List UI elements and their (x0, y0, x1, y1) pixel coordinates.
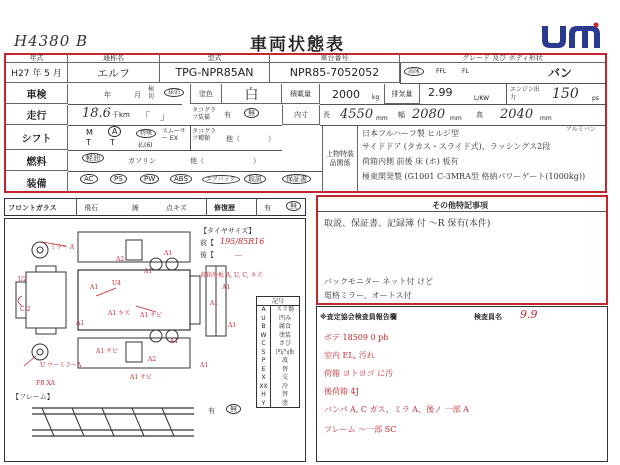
diag-note-13: A1 (210, 300, 219, 307)
height-value: 2040 (500, 107, 534, 122)
repair-label: 修復歴 (214, 204, 235, 212)
upper-items-label: 上物特装品関係 (322, 126, 358, 192)
diag-note-19: A1 (222, 284, 231, 291)
diag-note-4: A1 (164, 250, 173, 257)
legend-code: P (257, 357, 271, 366)
tire-rear-value: － (234, 252, 244, 262)
year-value: H27 年 5 月 (6, 63, 68, 83)
engine-unit: ps (592, 95, 599, 102)
inspector-value: 9.9 (520, 308, 538, 321)
width-value: 2080 (412, 107, 446, 122)
diag-note-6: U4 (112, 280, 121, 287)
upper-line-3: 荷箱内側 前後 床 (ホ) 板有 (362, 157, 459, 166)
diag-note-12: A1 (170, 338, 179, 345)
legend-code: E (257, 366, 271, 375)
diag-note-14: U2 (18, 276, 27, 283)
equip-manual: 取説 (244, 174, 266, 184)
legend-code: A (257, 306, 271, 315)
upper-line-2: サイドドア (タカス・スライド式)、ラッシングス2段 (362, 142, 551, 151)
mileage-label: 走行 (6, 105, 68, 125)
diag-note-9: A1 サビ (140, 312, 163, 319)
crack-label: 点キズ (166, 204, 187, 212)
legend-row (257, 374, 299, 383)
special-label: 特殊 (136, 128, 156, 138)
engine-label: エンジン出力 (510, 86, 540, 101)
equip-ac: AC (80, 174, 98, 184)
fuel-label: 燃料 (6, 151, 68, 171)
legend-row (257, 315, 299, 324)
legend-desc: 波 (281, 357, 288, 364)
legend-code: H (257, 391, 271, 400)
displacement-unit: L/KW (474, 95, 490, 102)
plate-value: 抹消 (164, 87, 184, 97)
model-header: 型式 (160, 54, 270, 63)
tacho-label: タコグラフ装備 (192, 107, 217, 121)
diag-note-10: A1 (76, 320, 85, 327)
diag-note-20: A1 (228, 322, 237, 329)
diag-note-21: A2 (148, 356, 157, 363)
inspection-year-unit: 年 (104, 91, 111, 99)
capacity-label: 積載量 (282, 84, 320, 104)
equip-ps: PS (110, 174, 127, 184)
other-notes-line-1: 取説、保証書、記録簿 付 ～R 保有(本件) (324, 219, 491, 229)
height-label: 高 (476, 111, 483, 119)
other-notes-line-3: 電格ミラー、オートス付 (324, 291, 412, 300)
frame-yes: 有 (208, 407, 215, 415)
inspector-title: ※査定協会検査員報告欄 (320, 313, 397, 321)
inspector-label: 検査員名 (474, 313, 502, 321)
height-unit: mm (540, 115, 552, 122)
grade-header: グレード 及び ボディ形状 (400, 54, 605, 63)
shift-m: M (86, 128, 93, 137)
legend-row (257, 357, 299, 366)
legend-desc: 腐食 (278, 323, 291, 330)
legend-desc: 凹み (278, 314, 291, 322)
plate-label: 検切 (148, 86, 155, 100)
other-notes-title: その他特記事項 (432, 201, 488, 210)
tacho-b: 無 (244, 108, 259, 118)
legend-code: W (257, 332, 271, 341)
legend-code: Y (257, 400, 271, 409)
equip-pw: PW (140, 174, 159, 184)
frame-label: 【フレーム】 (12, 393, 54, 401)
legend-title: 記号 (257, 297, 299, 306)
width-label: 幅 (398, 111, 405, 119)
tacho-a: 有 (224, 111, 231, 119)
equip-airbag: エアバック (202, 174, 240, 184)
inspector-line-6: フレーム ～一部 SC (324, 425, 397, 434)
legend-code: B (257, 323, 271, 332)
shift-a: A (108, 127, 121, 137)
color-label: 塗色 (190, 84, 222, 104)
length-value: 4550 (340, 107, 374, 122)
length-unit: mm (376, 115, 388, 122)
frame-no: 無 (226, 404, 241, 414)
fuel-diesel: 軽油 (82, 153, 104, 163)
capacity-unit: kg (372, 94, 380, 101)
tire-rear-label: 後【 (200, 251, 214, 259)
legend-desc: 凹凸曲 (275, 348, 294, 356)
legend-code: C (257, 340, 271, 349)
diag-note-17: A1 サビ (130, 374, 153, 381)
diag-note-7: A1 (90, 284, 99, 291)
diag-note-22: A1 (200, 362, 209, 369)
equip-warranty: 保証書 (282, 174, 311, 184)
stock-number: H4380 B (14, 32, 89, 50)
diag-note-16: FR XA (36, 380, 55, 387)
mileage-value: 18.6 (82, 106, 111, 121)
chassis-value: NPR85-7052052 (270, 63, 400, 83)
inspector-line-4: 後荷箱 4J (324, 387, 359, 396)
legend-code: X (257, 374, 271, 383)
equip-label: 装備 (6, 172, 68, 192)
legend-row (257, 340, 299, 349)
inspector-line-5: バンパ A, C ガス、ミラ A、後ノ 一部 A (324, 405, 469, 414)
body-type: バン (548, 66, 573, 80)
repair-yes: 有 (264, 204, 271, 212)
upper-line-4: 極東開発製 (G1001 C-3MRA型 格納パワーゲート(1000kg)) (362, 172, 586, 181)
inspection-month-unit: 月 (134, 91, 141, 99)
legend-code: S (257, 349, 271, 358)
upper-line-1: 日本フルハーフ製 ヒルジ型 (362, 129, 460, 138)
inner-label: 内寸 (282, 105, 320, 125)
inspector-box (316, 306, 608, 462)
model-value: TPG-NPR85AN (160, 63, 270, 83)
inspection-label: 車検 (6, 84, 68, 104)
special-sub: 払(6) (138, 142, 153, 149)
mileage-bracket: 「 」 (140, 112, 170, 123)
legend-code: U (257, 315, 271, 324)
tire-front-label: 前【 (200, 239, 214, 247)
legend-desc: 塗 (281, 399, 288, 407)
legend-row (257, 349, 299, 358)
legend-row (257, 366, 299, 375)
legend-desc: さび (278, 340, 291, 347)
year-header: 年式 (6, 54, 68, 63)
legend-desc: 塗装 (278, 331, 291, 339)
legend-desc: スリ傷 (275, 306, 294, 313)
color-value: 白 (222, 84, 282, 104)
side-note: アルミバン (566, 126, 596, 133)
option-c: FL (462, 68, 469, 75)
engine-value: 150 (552, 86, 579, 102)
inspector-line-2: 室内 EL, 汚れ (324, 351, 375, 360)
page-title: 車両状態表 (250, 35, 345, 55)
capacity-value: 2000 (332, 88, 360, 101)
diag-note-1: ミラー A (50, 244, 75, 251)
legend-row (257, 306, 299, 315)
diag-note-15: C-2 (20, 306, 31, 313)
repair-no: 無 (286, 201, 301, 211)
chassis-header: 車台番号 (270, 54, 400, 63)
displacement-value: 2.99 (428, 86, 453, 99)
legend-row (257, 400, 299, 409)
inspector-line-3: 荷箱 ヨトヨゴ に汚 (324, 369, 394, 378)
name-header: 通称名 (68, 54, 160, 63)
smooth-label: スムーサー EX (162, 128, 186, 142)
inspector-line-1: ボデ 18509 0 ph (324, 333, 389, 342)
legend-table (256, 296, 300, 408)
diag-note-5: A1 (144, 268, 153, 275)
equip-abs: ABS (170, 174, 192, 184)
name-value: エルフ (68, 63, 160, 83)
legend-code: XX (257, 383, 271, 392)
diag-note-18: U ウーミラーA (40, 362, 82, 369)
tire-front-value: 195/85R16 (220, 237, 265, 246)
frame-diagram (28, 402, 198, 442)
legend-desc: 替 (281, 391, 288, 398)
mileage-unit: 千km (112, 111, 130, 119)
shift-t1: T (86, 138, 91, 147)
diag-note-8: A1 キズ (108, 310, 130, 317)
shift-t2: T (110, 138, 115, 147)
legend-row (257, 391, 299, 400)
chip-label: 飛石 (84, 204, 98, 212)
windshield-label: フロントガラス (8, 204, 57, 212)
tire-title: 【タイヤサイズ】 (200, 227, 256, 235)
legend-row (257, 383, 299, 392)
displacement-label: 排気量 (384, 84, 420, 104)
diag-note-3: A2 (116, 256, 125, 263)
other-notes-line-2: バックモニター ネット付 けど (324, 277, 434, 286)
line-label: 線 (132, 204, 139, 212)
legend-desc: 冷 (281, 382, 288, 390)
tacho-other: 他（ ） (226, 135, 275, 143)
legend-desc: 替 (281, 365, 288, 373)
fuel-gasoline: ガソリン (128, 157, 156, 165)
diag-note-2: 荷箱外板 A, U, C, キズ (200, 272, 263, 279)
option-b: FFL (436, 68, 447, 75)
legend-row (257, 332, 299, 341)
shift-label: シフト (6, 126, 68, 150)
tacho-type-label: タコグラフ種類 (192, 128, 217, 142)
diag-note-11: A1 サビ (96, 348, 119, 355)
length-label: 長 (323, 111, 330, 119)
width-unit: mm (450, 115, 462, 122)
legend-desc: 交 (281, 374, 288, 381)
brand-logo (540, 22, 602, 52)
fuel-other: 他（ ） (190, 157, 260, 165)
legend-row (257, 323, 299, 332)
option-a: 高床 (404, 66, 424, 76)
